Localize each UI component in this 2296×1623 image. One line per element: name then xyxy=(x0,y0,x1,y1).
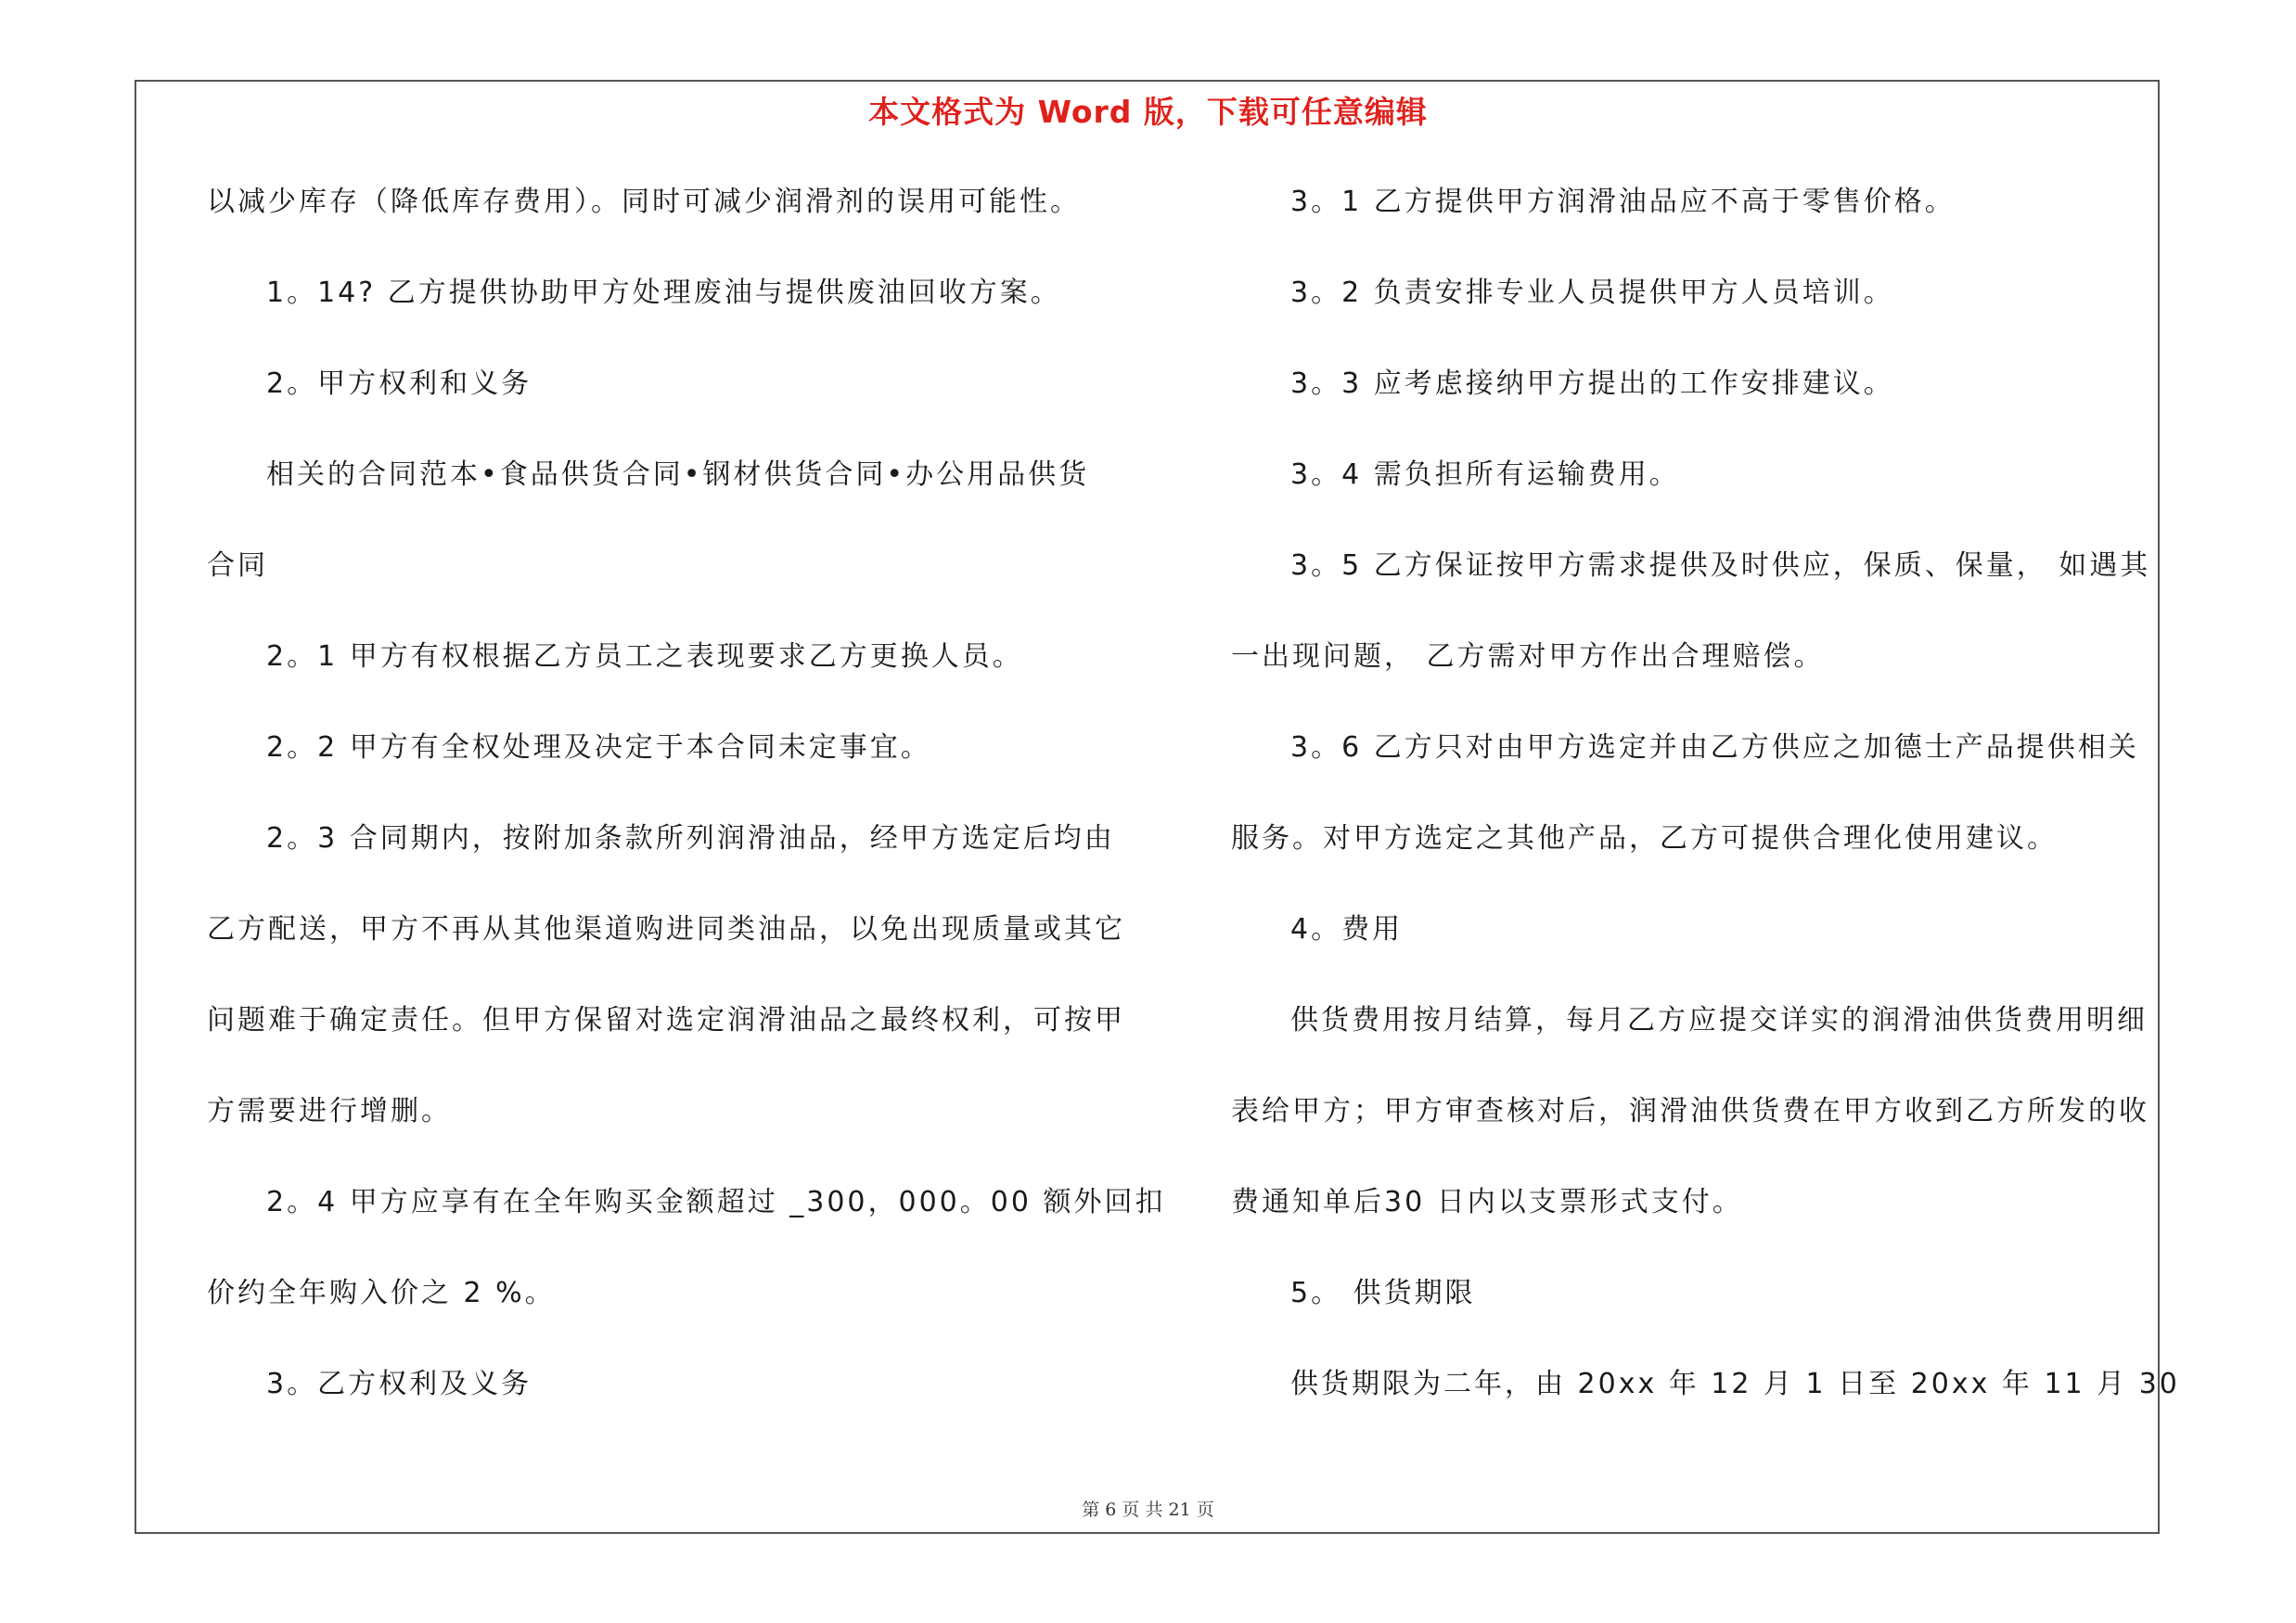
section-heading: 5。 供货期限 xyxy=(1290,1277,1476,1309)
paragraph-line: 2。4 甲方应享有在全年购买金额超过 _300，000。00 额外回扣 xyxy=(266,1186,1166,1218)
word-format-banner: 本文格式为 Word 版，下载可任意编辑 xyxy=(868,94,1428,130)
paragraph-line: 供货费用按月结算，每月乙方应提交详实的润滑油供货费用明细 xyxy=(1290,1004,2148,1037)
paragraph-line: 3。5 乙方保证按甲方需求提供及时供应，保质、保量， 如遇其 xyxy=(1290,549,2151,582)
paragraph-line: 费通知单后30 日内以支票形式支付。 xyxy=(1231,1186,1743,1218)
paragraph-line: 3。4 需负担所有运输费用。 xyxy=(1290,458,1680,491)
section-heading: 3。乙方权利及义务 xyxy=(266,1368,532,1400)
paragraph-line: 价约全年购入价之 2 %。 xyxy=(207,1277,556,1309)
page-number-footer: 第 6 页 共 21 页 xyxy=(1082,1500,1214,1520)
paragraph-line: 2。3 合同期内，按附加条款所列润滑油品，经甲方选定后均由 xyxy=(266,822,1115,855)
paragraph-line: 3。1 乙方提供甲方润滑油品应不高于零售价格。 xyxy=(1290,186,1956,218)
paragraph-line: 1。14? 乙方提供协助甲方处理废油与提供废油回收方案。 xyxy=(266,277,1061,309)
paragraph-line: 3。3 应考虑接纳甲方提出的工作安排建议。 xyxy=(1290,367,1894,400)
paragraph-line: 方需要进行增删。 xyxy=(207,1095,452,1127)
paragraph-line: 表给甲方；甲方审查核对后，润滑油供货费在甲方收到乙方所发的收 xyxy=(1231,1095,2149,1127)
paragraph-line: 3。2 负责安排专业人员提供甲方人员培训。 xyxy=(1290,277,1894,309)
paragraph-line: 一出现问题， 乙方需对甲方作出合理赔偿。 xyxy=(1231,640,1825,673)
paragraph-line: 以减少库存（降低库存费用）。同时可减少润滑剂的误用可能性。 xyxy=(207,186,1081,218)
related-contracts-line: 相关的合同范本•食品供货合同•钢材供货合同•办公用品供货 xyxy=(266,458,1090,491)
paragraph-line: 供货期限为二年，由 20xx 年 12 月 1 日至 20xx 年 11 月 30 xyxy=(1290,1368,2180,1400)
paragraph-line: 2。2 甲方有全权处理及决定于本合同未定事宜。 xyxy=(266,731,931,764)
paragraph-line: 服务。对甲方选定之其他产品，乙方可提供合理化使用建议。 xyxy=(1231,822,2058,855)
paragraph-line: 2。1 甲方有权根据乙方员工之表现要求乙方更换人员。 xyxy=(266,640,1023,673)
paragraph-line: 问题难于确定责任。但甲方保留对选定润滑油品之最终权利，可按甲 xyxy=(207,1004,1125,1037)
paragraph-line: 3。6 乙方只对由甲方选定并由乙方供应之加德士产品提供相关 xyxy=(1290,731,2139,764)
section-heading: 4。费用 xyxy=(1290,913,1404,946)
paragraph-line: 合同 xyxy=(207,549,268,582)
paragraph-line: 乙方配送，甲方不再从其他渠道购进同类油品，以免出现质量或其它 xyxy=(207,913,1125,946)
section-heading: 2。甲方权利和义务 xyxy=(266,367,532,400)
